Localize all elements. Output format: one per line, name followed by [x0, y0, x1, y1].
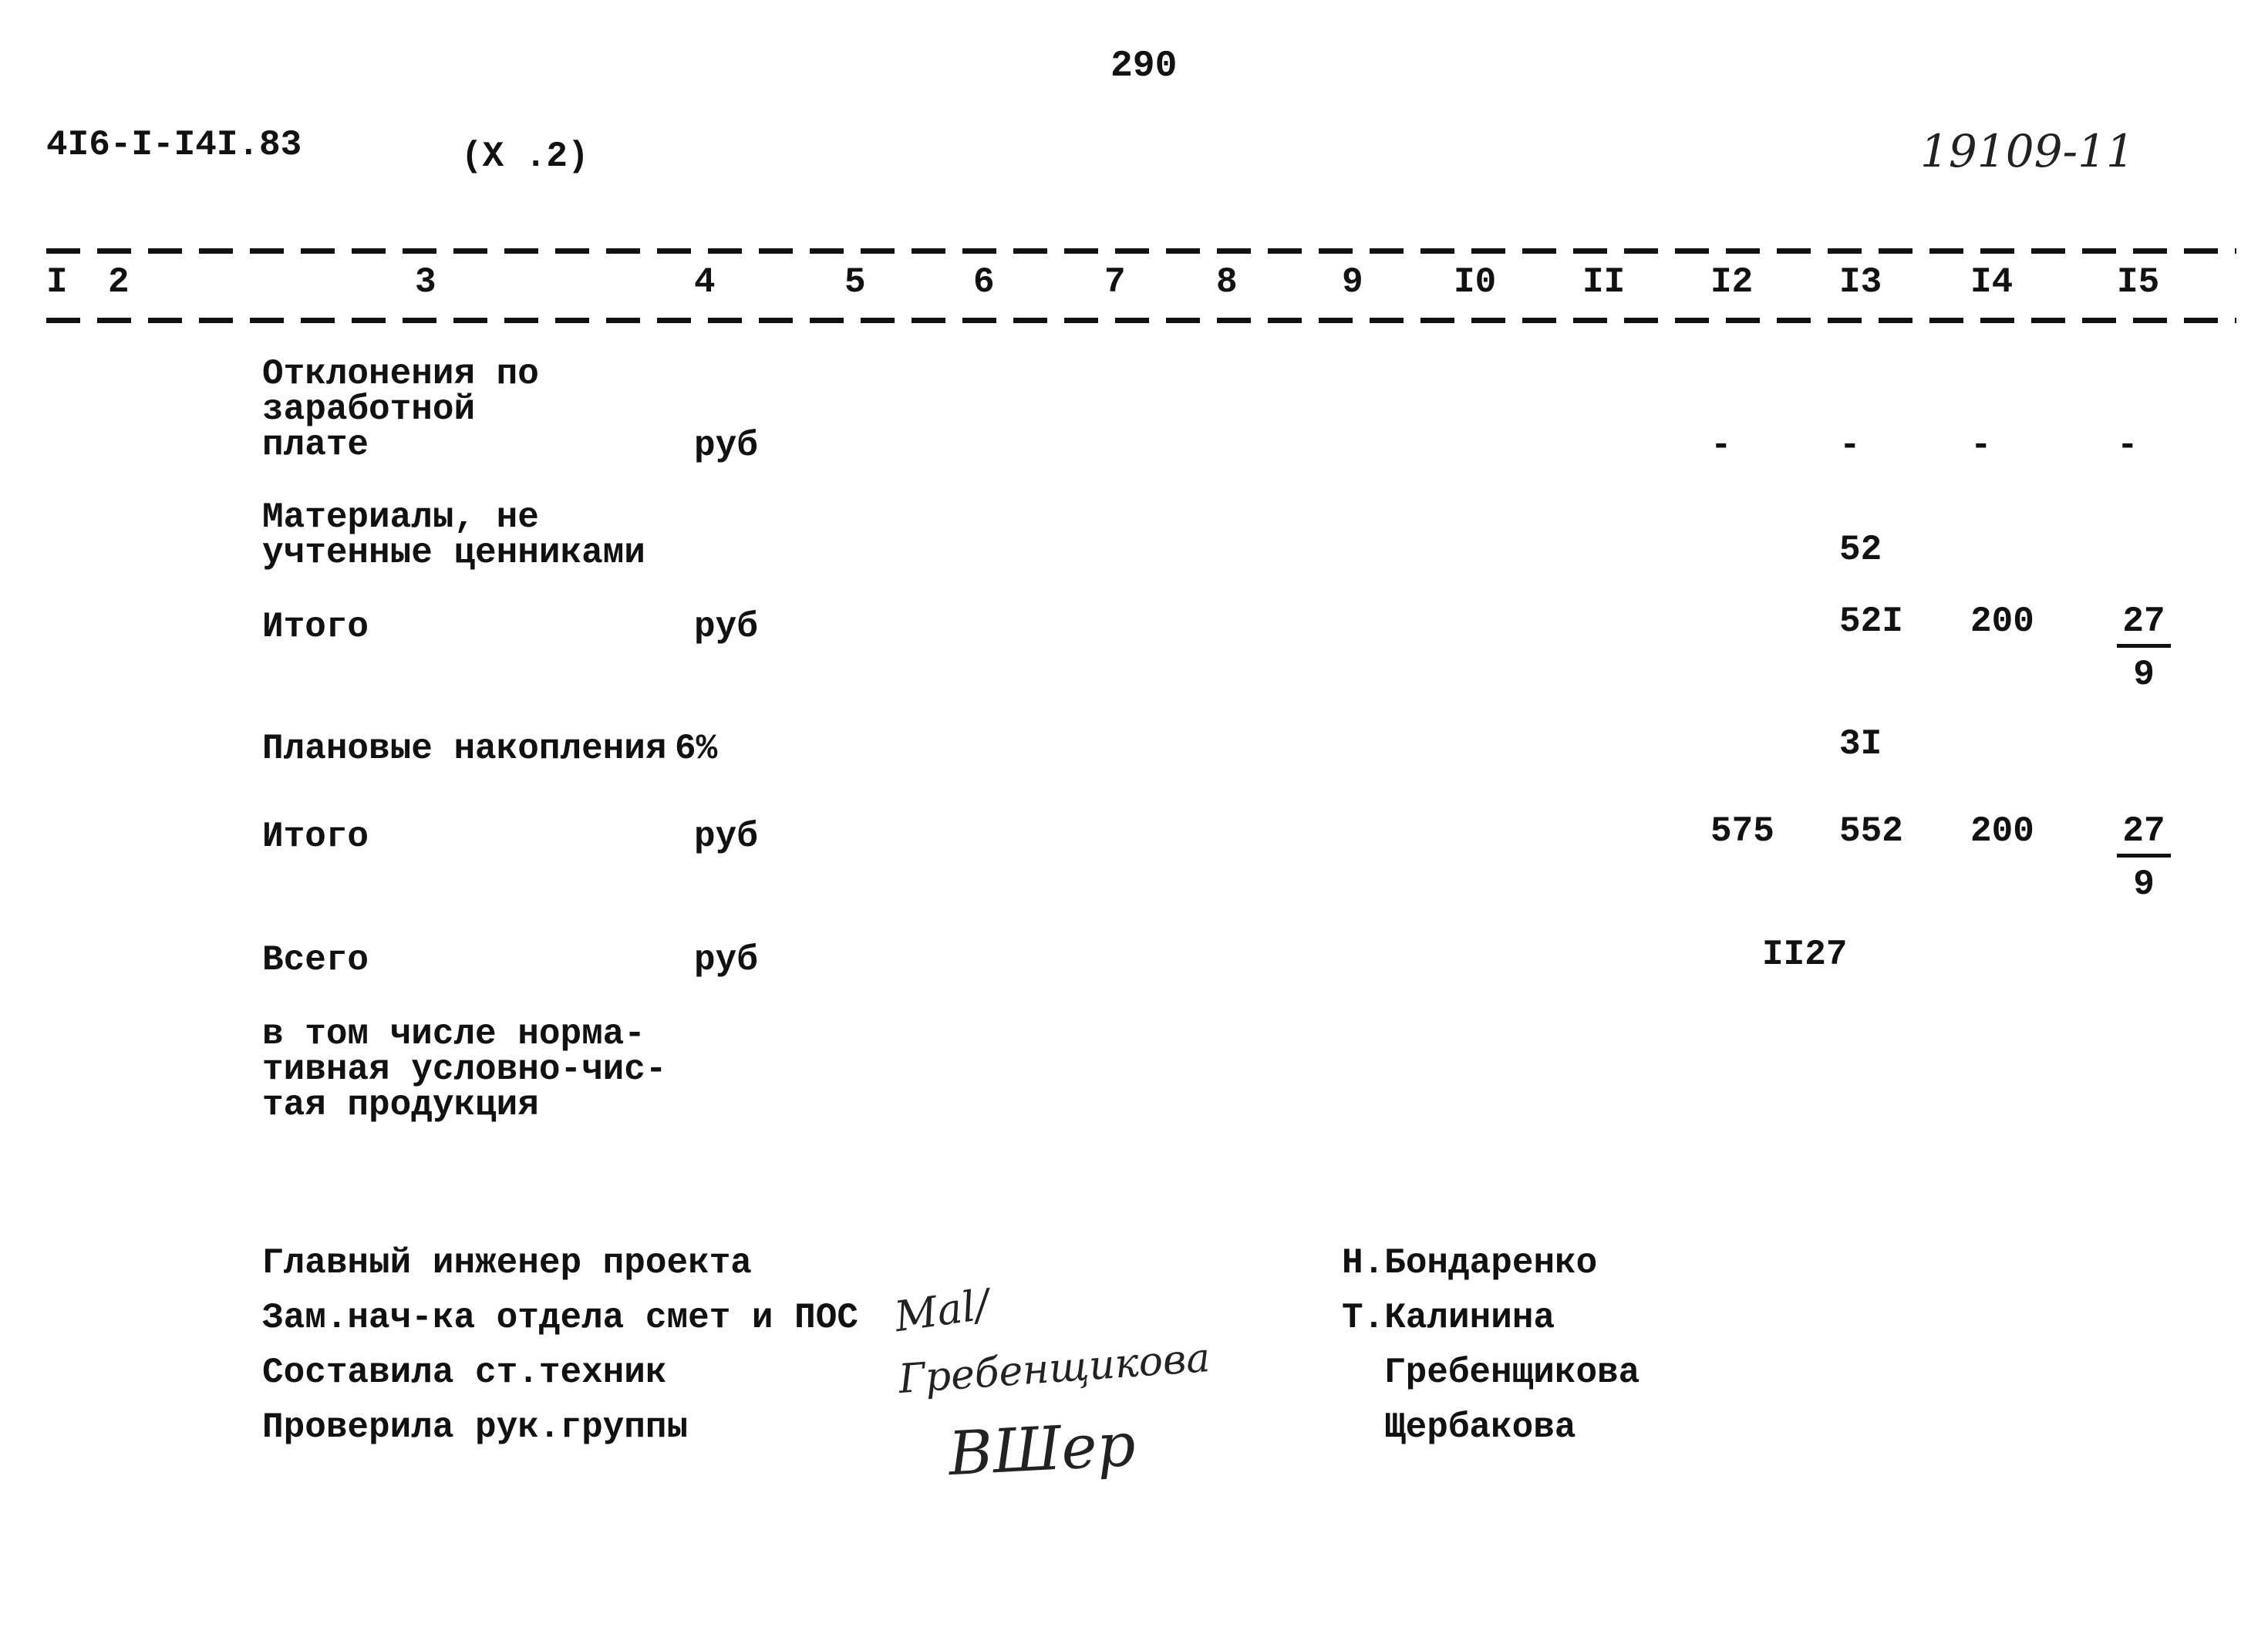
column-header-14: I4 — [1970, 262, 2014, 302]
column-header-12: I2 — [1710, 262, 1754, 302]
column-header-8: 8 — [1216, 262, 1238, 302]
signature-role-chief-engineer: Главный инженер проекта — [262, 1243, 752, 1283]
row-subtotal-1-c15-fraction — [2117, 604, 2171, 693]
row-wage-deviation-c12: - — [1710, 426, 1732, 466]
row-subtotal-2-c15-denominator: 9 — [2133, 864, 2155, 905]
column-header-2: 2 — [108, 262, 130, 302]
table-header-rule — [46, 318, 2236, 323]
column-header-13: I3 — [1839, 262, 1882, 302]
row-subtotal-2-label: Итого — [262, 817, 369, 857]
signature-name-grebenshchikova: Гребенщикова — [1384, 1353, 1640, 1393]
row-subtotal-2-unit: руб — [694, 817, 758, 857]
signature-name-bondarenko: Н.Бондаренко — [1342, 1243, 1598, 1283]
column-header-5: 5 — [844, 262, 866, 302]
row-planned-savings-label: Плановые накопления — [262, 729, 667, 769]
row-subtotal-1-c14: 200 — [1970, 602, 2034, 642]
row-subtotal-1-c15-denominator: 9 — [2133, 655, 2155, 695]
page-number: 290 — [1110, 45, 1178, 87]
signature-name-kalinina: Т.Калинина — [1342, 1298, 1555, 1338]
row-materials-label: Материалы, не учтенные ценниками — [262, 497, 645, 573]
row-subtotal-2-c15-numerator: 27 — [2117, 814, 2171, 858]
row-wage-deviation-c14: - — [1970, 426, 1992, 466]
row-subtotal-1-unit: руб — [694, 607, 758, 647]
document-code: 4I6-I-I4I.83 — [46, 125, 302, 165]
inventory-number: 19109-11 — [1920, 125, 2135, 177]
row-subtotal-1-c13: 52I — [1839, 602, 1903, 642]
column-header-1: I — [46, 262, 68, 302]
row-subtotal-1-label: Итого — [262, 607, 369, 647]
row-subtotal-2-c14: 200 — [1970, 811, 2034, 851]
row-wage-deviation-unit: руб — [694, 426, 758, 466]
column-header-15: I5 — [2117, 262, 2160, 302]
signature-role-checker: Проверила рук.группы — [262, 1407, 689, 1447]
table-top-rule — [46, 248, 2236, 254]
column-header-4: 4 — [694, 262, 716, 302]
column-header-9: 9 — [1342, 262, 1363, 302]
row-planned-savings-c13: 3I — [1839, 724, 1882, 764]
column-header-3: 3 — [415, 262, 436, 302]
row-subtotal-1-c15-numerator: 27 — [2117, 604, 2171, 648]
row-subtotal-2-c13: 552 — [1839, 811, 1903, 851]
signature-role-compiler: Составила ст.техник — [262, 1353, 667, 1393]
row-total-label: Всего — [262, 940, 369, 980]
row-total-value: II27 — [1762, 935, 1848, 975]
column-header-11: II — [1582, 262, 1626, 302]
row-materials-c13: 52 — [1839, 530, 1882, 570]
signature-name-shcherbakova: Щербакова — [1384, 1407, 1576, 1447]
handwritten-signature-kalinina: Mal/ — [891, 1279, 992, 1342]
column-header-6: 6 — [973, 262, 995, 302]
row-normative-product-label: в том числе норма- тивная условно-чис- тая продукция — [262, 1014, 667, 1125]
signature-role-deputy-head: Зам.нач-ка отдела смет и ПОС — [262, 1298, 858, 1338]
volume-label: (X .2) — [461, 136, 589, 177]
row-total-unit: руб — [694, 940, 758, 980]
row-subtotal-2-c12: 575 — [1710, 811, 1774, 851]
row-wage-deviation-c13: - — [1839, 426, 1861, 466]
handwritten-signature-shcherbakova: ВШер — [946, 1410, 1137, 1490]
row-wage-deviation-c15: - — [2117, 426, 2138, 466]
row-subtotal-2-c15-fraction — [2117, 811, 2171, 905]
column-header-7: 7 — [1104, 262, 1126, 302]
column-header-10: I0 — [1454, 262, 1497, 302]
handwritten-signature-grebenshchikova: Гребенщикова — [897, 1334, 1212, 1404]
row-planned-savings-rate: 6% — [675, 729, 718, 769]
row-wage-deviation-label: Отклонения по заработной плате — [262, 354, 539, 465]
